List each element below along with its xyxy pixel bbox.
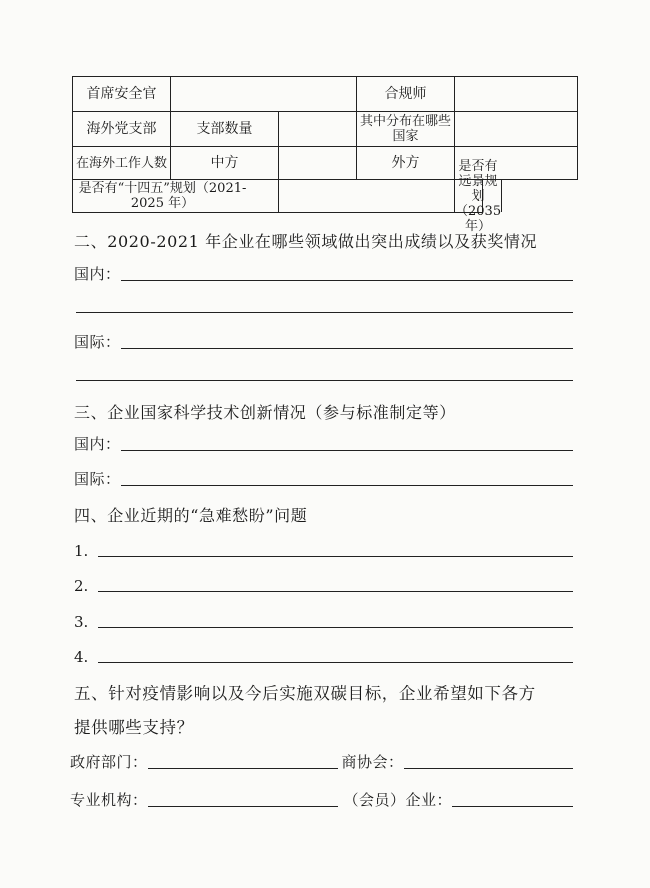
chief-safety-officer-cell[interactable] — [171, 77, 357, 112]
domestic-label: 国内： — [74, 265, 121, 283]
issue-item-3[interactable] — [74, 609, 573, 631]
branch-countries-label: 其中分布在哪些国家 — [357, 112, 455, 147]
section5-heading-line2: 提供哪些支持？ — [74, 718, 194, 737]
foreign-staff-label: 外方 — [357, 147, 455, 180]
international-label: 国际： — [74, 470, 121, 488]
blank-line — [98, 556, 573, 557]
section2-international-field[interactable] — [74, 330, 573, 352]
overseas-party-branch-label: 海外党支部 — [73, 112, 171, 147]
government-label: 政府部门： — [70, 753, 148, 771]
compliance-officer-label: 合规师 — [357, 77, 455, 112]
issue-item-4[interactable] — [74, 644, 573, 666]
international-label: 国际： — [74, 333, 121, 351]
section2-heading: 二、2020-2021 年企业在哪些领域做出突出成绩以及获奖情况 — [74, 232, 538, 251]
agency-label: 专业机构： — [70, 791, 148, 809]
table-row — [73, 77, 578, 112]
issue-item-2[interactable] — [74, 573, 573, 595]
member-enterprise-blank[interactable] — [452, 806, 573, 807]
government-chamber-row — [70, 748, 573, 772]
member-enterprise-label: （会员）企业： — [343, 791, 453, 809]
section3-heading: 三、企业国家科学技术创新情况（参与标准制定等） — [74, 403, 456, 422]
overseas-staff-label: 在海外工作人数 — [73, 147, 171, 180]
blank-line — [98, 591, 573, 592]
table-row — [73, 180, 578, 213]
branch-countries-cell[interactable] — [455, 112, 578, 147]
five-year-plan-cell[interactable] — [279, 180, 455, 213]
issue-item-1[interactable] — [74, 538, 573, 560]
five-year-plan-label: 是否有“十四五”规划（2021-2025 年） — [73, 180, 279, 213]
blank-line — [121, 280, 573, 281]
section5-heading-line1: 五、针对疫情影响以及今后实施双碳目标，企业希望如下各方 — [74, 684, 536, 703]
section3-international-field[interactable] — [74, 467, 573, 489]
blank-line[interactable] — [76, 312, 573, 313]
compliance-officer-cell[interactable] — [455, 77, 578, 112]
agency-blank[interactable] — [148, 806, 338, 807]
item-number: 4. — [74, 648, 89, 666]
agency-member-row — [70, 786, 573, 810]
government-blank[interactable] — [148, 768, 338, 769]
blank-line — [121, 485, 573, 486]
item-number: 2. — [74, 577, 89, 595]
table-row — [73, 112, 578, 147]
chinese-staff-cell[interactable] — [279, 147, 357, 180]
chamber-label: 商协会： — [341, 753, 404, 771]
blank-line — [98, 627, 573, 628]
section2-domestic-field[interactable] — [74, 262, 573, 284]
blank-line — [98, 662, 573, 663]
blank-line — [121, 348, 573, 349]
chamber-blank[interactable] — [404, 768, 573, 769]
item-number: 1. — [74, 542, 89, 560]
blank-line[interactable] — [76, 380, 573, 381]
enterprise-info-table — [72, 76, 578, 234]
branch-count-cell[interactable] — [279, 112, 357, 147]
branch-count-label: 支部数量 — [171, 112, 279, 147]
vision-plan-group — [455, 158, 502, 234]
section4-heading: 四、企业近期的“急难愁盼”问题 — [74, 506, 308, 525]
table-row — [73, 147, 578, 180]
domestic-label: 国内： — [74, 435, 121, 453]
blank-line — [121, 450, 573, 451]
chief-safety-officer-label: 首席安全官 — [73, 77, 171, 112]
item-number: 3. — [74, 613, 89, 631]
section3-domestic-field[interactable] — [74, 432, 573, 454]
chinese-staff-label: 中方 — [171, 147, 279, 180]
vision-plan-label: 是否有远景规划（2035 年） — [455, 158, 502, 234]
